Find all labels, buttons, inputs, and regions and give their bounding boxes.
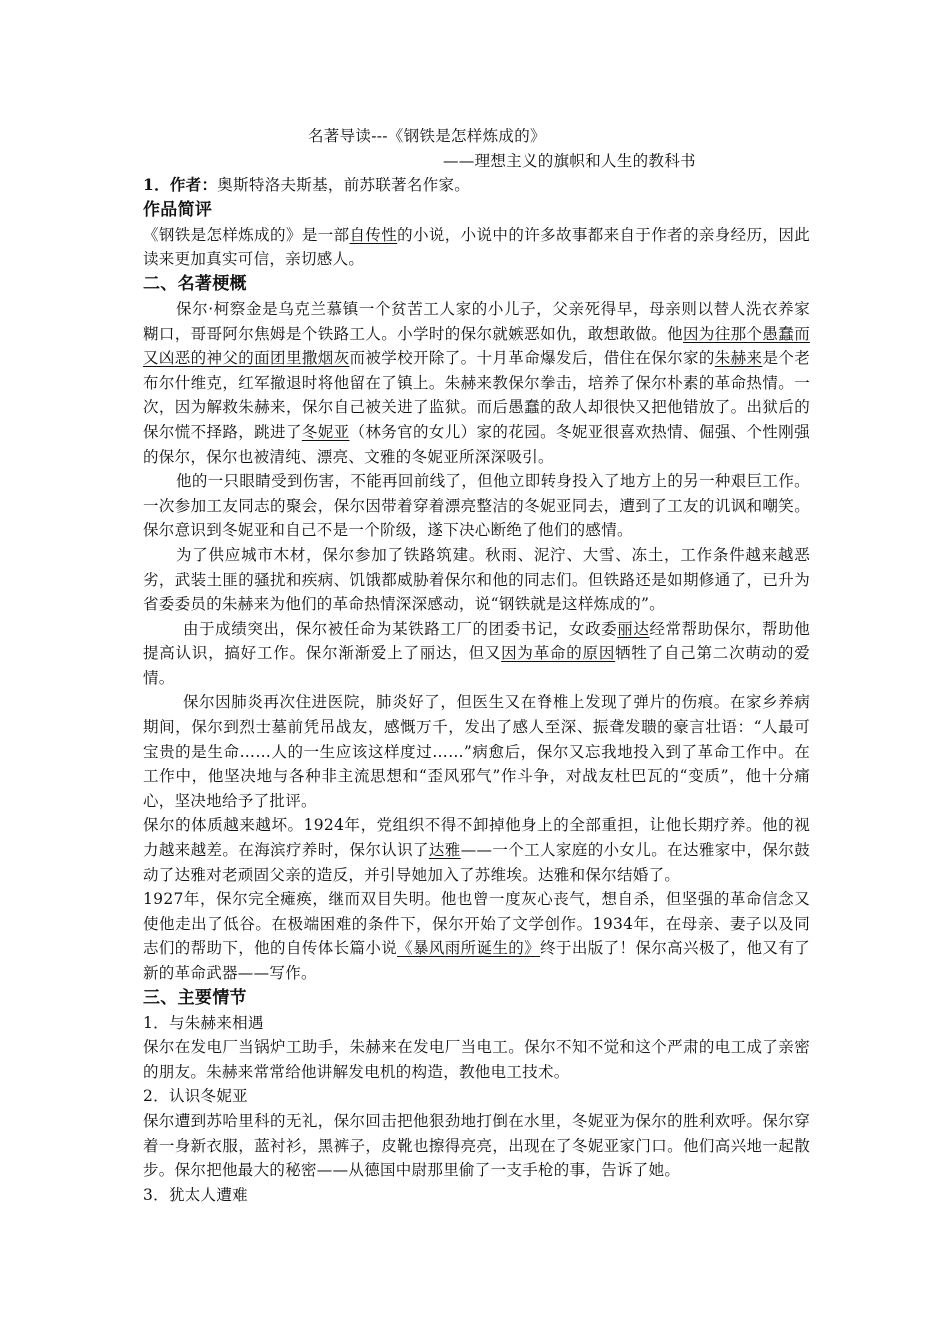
summary-paragraph-1 <box>143 297 810 469</box>
paragraph-text: 是个老布尔什维克，红军撤退时将他留在了镇上。朱赫来教保尔拳击，培养了保尔朴素的革命热情。一次，因为解救朱赫来，保尔自己被关进了监狱。而后愚蠢的敌人却很快又把他错放了。出狱后的保尔慌不择路，跳进了 <box>143 349 811 441</box>
paragraph-text: 由于成绩突出，保尔被任命为某铁路工厂的团委书记，女政委 <box>183 619 618 638</box>
document-title: 名著导读---《钢铁是怎样炼成的》 <box>308 127 546 145</box>
underlined-text: 因为革命的原因 <box>501 644 616 663</box>
paragraph-text: 1927年，保尔完全瘫痪，继而双目失明。他也曾一度灰心丧气，想自杀，但坚强的革命信念又使他走出了低谷。在极端困难的条件下，保尔开始了文学创作。1934年，在母亲、妻子以及同志们的帮助下，他的自传体长篇小说 <box>143 890 810 958</box>
underlined-text: 因为往那个愚蠢而又凶恶的神父的面团里撒烟灰 <box>143 324 810 368</box>
summary-paragraph-5: 保尔因肺炎再次住进医院，肺炎好了，但医生又在脊椎上发现了弹片的伤痕。在家乡养病期间，保尔到烈士墓前凭吊战友，感慨万千，发出了感人至深、振聋发聩的豪言壮语：“人最可宝贵的是生命……人的一生应该这样度过……”病愈后，保尔又忘我地投入到了革命工作中。在工作中，他坚决地与各种非主流思想和“歪风邪气”作斗争，对战友杜巴瓦的“变质”，他十分痛心，坚决地给予了批评。 <box>143 693 810 810</box>
paragraph-text: ——一个工人家庭的小女儿。在达雅家中，保尔鼓动了达雅对老顽固父亲的造反，并引导她加入了苏维埃。达雅和保尔结婚了。 <box>143 841 810 884</box>
review-underline: 自传性 <box>349 225 398 244</box>
paragraph-text: 保尔·柯察金是乌克兰慕镇一个贫苦工人家的小儿子，父亲死得早，母亲则以替人洗衣养家糊口，哥哥阿尔焦姆是个铁路工人。小学时的保尔就嫉恶如仇，敢想敢做。他 <box>143 299 810 343</box>
author-label: 1．作者： <box>143 175 218 195</box>
summary-paragraph-4 <box>143 617 810 691</box>
review-text: 的小说，小说中的许多故事都来自于作者的亲身经历，因此读来更加真实可信，亲切感人。 <box>143 225 811 269</box>
underlined-text: 达雅 <box>428 841 461 860</box>
summary-paragraph-3: 为了供应城市木材，保尔参加了铁路筑建。秋雨、泥泞、大雪、冻土，工作条件越来越恶劣，武装土匪的骚扰和疾病、饥饿都威胁着保尔和他的同志们。但铁路还是如期修通了，已升为省委委员的朱赫来为他们的革命热情深深感动，说“钢铁就是这样炼成的”。 <box>143 545 810 614</box>
summary-paragraph-6 <box>143 813 810 887</box>
plot-2-title: 2．认识冬妮亚 <box>143 1087 248 1106</box>
plot-1-title: 1．与朱赫来相遇 <box>143 1013 264 1032</box>
summary-paragraph-2: 他的一只眼睛受到伤害，不能再回前线了，但他立即转身投入了地方上的另一种艰巨工作。一次参加工友同志的聚会，保尔因带着穿着漂亮整洁的冬妮亚同去，遭到了工友的讥讽和嘲笑。保尔意识到冬妮亚和自己不是一个阶级，遂下决心断绝了他们的感情。 <box>143 472 810 540</box>
plot-1-text: 保尔在发电厂当锅炉工助手，朱赫来在发电厂当电工。保尔不知不觉和这个严肃的电工成了亲密的朋友。朱赫来常常给他讲解发电机的构造，教他电工技术。 <box>143 1038 810 1081</box>
summary-heading: 二、名著梗概 <box>143 273 247 294</box>
paragraph-text: 保尔的体质越来越坏。1924年，党组织不得不卸掉他身上的全部重担，让他长期疗养。他的视力越来越差。在海滨疗养时，保尔认识了 <box>143 816 810 860</box>
plots-heading: 三、主要情节 <box>143 987 247 1008</box>
underlined-text: 丽达 <box>617 619 650 638</box>
plot-2-text: 保尔遭到苏哈里科的无礼，保尔回击把他狠劲地打倒在水里，冬妮亚为保尔的胜利欢呼。保尔穿着一身新衣服，蓝衬衫，黑裤子，皮靴也擦得亮亮，出现在了冬妮亚家门口。他们高兴地一起散步。保尔把他最大的秘密——从德国中尉那里偷了一支手枪的事，告诉了她。 <box>143 1111 810 1180</box>
paragraph-text: 终于出版了！保尔高兴极了，他又有了新的革命武器——写作。 <box>143 939 810 982</box>
summary-paragraph-7 <box>143 887 810 985</box>
author-line <box>143 173 810 198</box>
document-subtitle: ——理想主义的旗帜和人生的教科书 <box>443 151 696 170</box>
paragraph-text: 牺牲了自己第二次萌动的爱情。 <box>143 644 810 687</box>
document-page <box>143 124 810 1207</box>
underlined-text: 《暴风雨所诞生的》 <box>397 939 541 958</box>
paragraph-text: 经常帮助保尔，帮助他提高认识，搞好工作。保尔渐渐爱上了丽达，但又 <box>143 619 810 663</box>
plot-3-title: 3．犹太人遭难 <box>143 1185 248 1204</box>
author-text: 奥斯特洛夫斯基，前苏联著名作家。 <box>217 176 471 195</box>
review-heading: 作品简评 <box>143 199 213 220</box>
paragraph-text: 而被学校开除了。十月革命爆发后，借住在保尔家的 <box>349 349 715 368</box>
review-paragraph <box>143 223 810 272</box>
underlined-text: 朱赫来 <box>714 349 763 368</box>
review-text: 《钢铁是怎样炼成的》是一部 <box>143 225 350 244</box>
underlined-text: 冬妮亚 <box>301 422 350 441</box>
paragraph-text: （林务官的女儿）家的花园。冬妮亚很喜欢热情、倔强、个性刚强的保尔，保尔也被清纯、漂亮、文雅的冬妮亚所深深吸引。 <box>143 422 810 466</box>
